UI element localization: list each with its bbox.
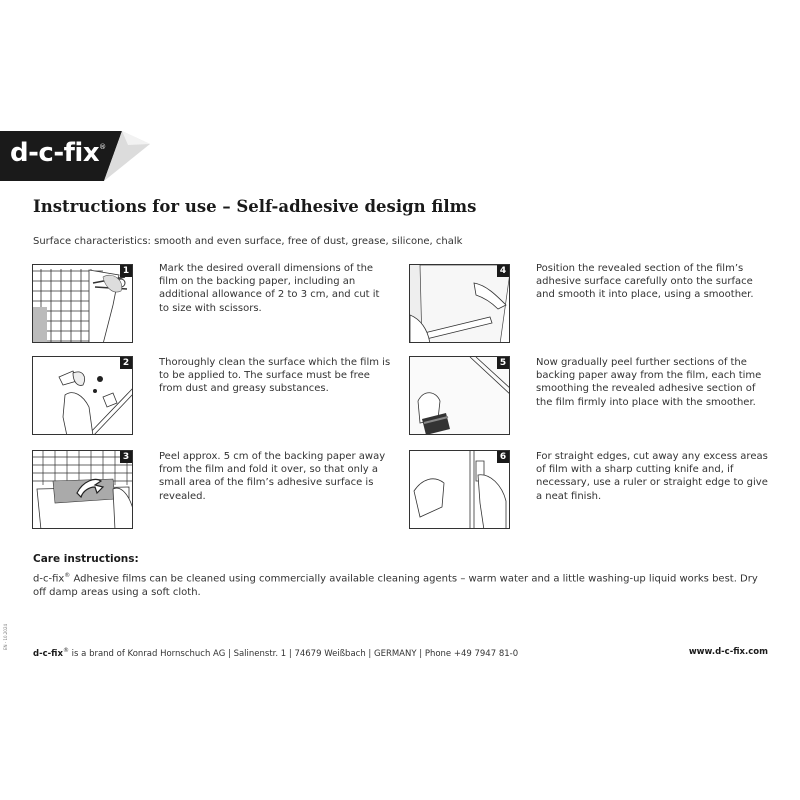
- care-heading: Care instructions:: [33, 553, 139, 565]
- footer-company-info: d-c-fix® is a brand of Konrad Hornschuch AG | Salinenstr. 1 | 74679 Weißbach | GERMANY | Phone +49 7947 81-0: [33, 647, 519, 659]
- step-number-badge: 4: [497, 265, 509, 277]
- step-4-text: Position the revealed section of the film’s adhesive surface carefully onto the surface and smooth it into place, using a smoother.: [536, 263, 754, 301]
- step-5-text: Now gradually peel further sections of the backing paper away from the film, each time smoothing the revealed adhesive section of the film firmly into place with the smoother.: [536, 357, 762, 408]
- step-4-illustration: [409, 264, 510, 343]
- step-number-badge: 1: [120, 265, 132, 277]
- step-3-illustration: [32, 450, 133, 529]
- step-3-text: Peel approx. 5 cm of the backing paper away from the film and fold it over, so that only a small area of the film’s adhesive surface is revealed.: [159, 451, 386, 502]
- step-5-illustration: [409, 356, 510, 435]
- step-6-illustration: [409, 450, 510, 529]
- step-number-badge: 3: [120, 451, 132, 463]
- surface-characteristics: Surface characteristics: smooth and even surface, free of dust, grease, silicone, chalk: [33, 236, 463, 247]
- step-number-badge: 5: [497, 357, 509, 369]
- logo-wordmark: d-c-fix®: [10, 138, 106, 168]
- step-number-badge: 6: [497, 451, 509, 463]
- cleaning-hand-icon: [33, 357, 133, 435]
- grid-scissors-icon: [33, 265, 133, 343]
- footer-website-link[interactable]: www.d-c-fix.com: [688, 647, 768, 657]
- peel-backing-icon: [33, 451, 133, 529]
- cutting-knife-icon: [410, 451, 510, 529]
- step-1-text: Mark the desired overall dimensions of the film on the backing paper, including an additional allowance of 2 to 3 cm, and cut it to size with scissors.: [159, 263, 380, 314]
- care-text: d-c-fix® Adhesive films can be cleaned using commercially available cleaning agents – warm water and a little washing-up liquid works best. Dry off damp areas using a soft cloth.: [33, 572, 758, 599]
- page-title: Instructions for use – Self-adhesive design films: [33, 197, 477, 216]
- smoother-icon: [410, 357, 510, 435]
- step-1-illustration: [32, 264, 133, 343]
- position-film-icon: [410, 265, 510, 343]
- step-number-badge: 2: [120, 357, 132, 369]
- step-2-text: Thoroughly clean the surface which the film is to be applied to. The surface must be free from dust and greasy substances.: [159, 357, 391, 395]
- step-6-text: For straight edges, cut away any excess areas of film with a sharp cutting knife and, if necessary, use a ruler or straight edge to give a neat finish.: [536, 451, 768, 502]
- step-2-illustration: [32, 356, 133, 435]
- document-code: EN - 10.2024: [3, 623, 8, 650]
